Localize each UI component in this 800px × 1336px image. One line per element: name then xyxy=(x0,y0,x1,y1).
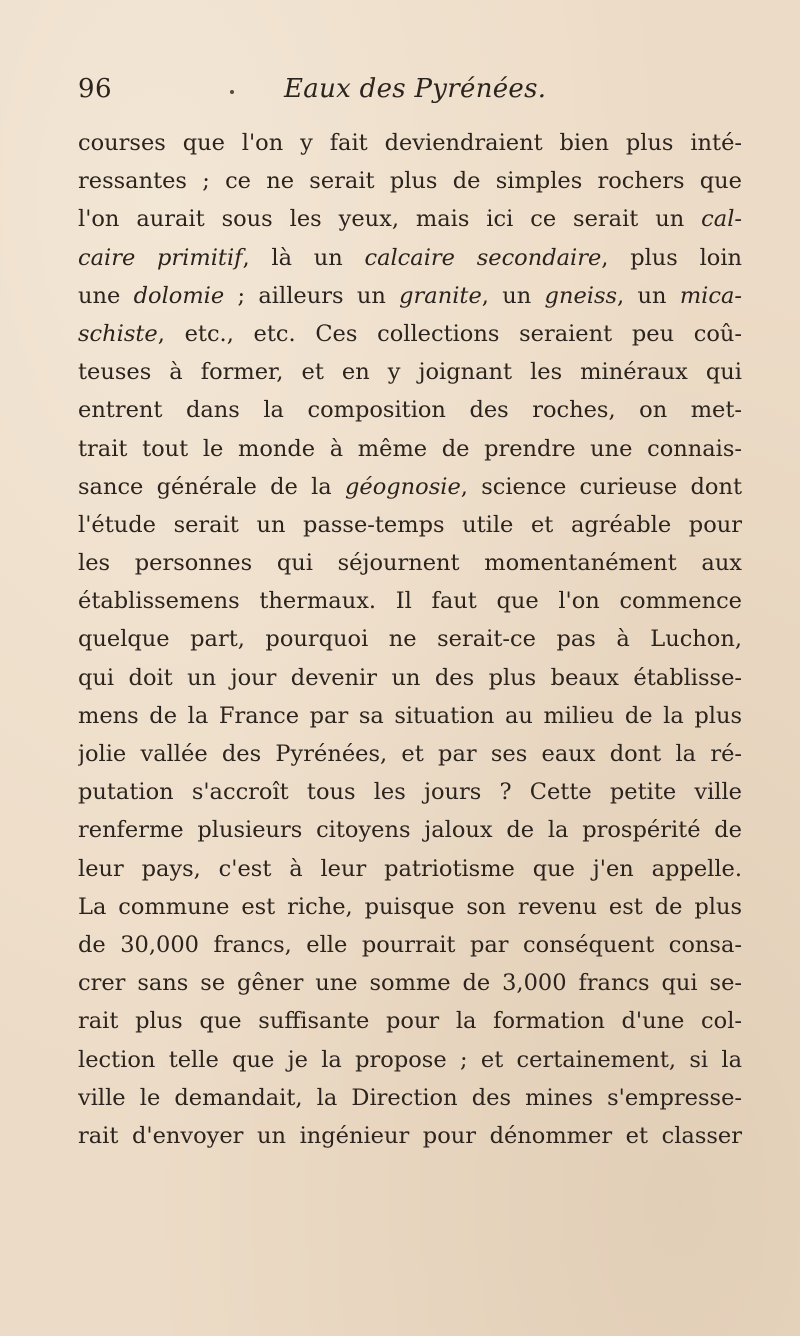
page-number: 96 xyxy=(78,74,113,104)
italic-term: géognosie xyxy=(345,473,461,500)
text-line xyxy=(78,620,742,658)
text-segment: , là un xyxy=(242,244,365,271)
text-segment: courses que l'on y fait deviendraient bien plus inté- xyxy=(78,130,742,156)
text-line xyxy=(78,811,742,849)
italic-term: calcaire secondaire xyxy=(364,244,602,271)
text-line xyxy=(78,1079,742,1117)
text-segment: leur pays, c'est à leur patriotisme que j'en appelle. xyxy=(78,855,742,882)
text-segment: lection telle que je la propose ; et certainement, si la xyxy=(78,1046,742,1073)
text-line xyxy=(78,200,742,238)
text-line xyxy=(78,1002,742,1040)
text-segment: rait plus que suffisante pour la formation d'une col- xyxy=(78,1008,742,1035)
running-title: Eaux des Pyrénées. xyxy=(284,74,547,104)
italic-term: granite xyxy=(399,282,482,309)
text-segment: jolie vallée des Pyrénées, et par ses eaux dont la ré- xyxy=(78,741,742,767)
text-segment: , un xyxy=(617,282,680,309)
text-line xyxy=(78,697,742,735)
text-line xyxy=(78,659,742,697)
text-line xyxy=(78,1041,742,1079)
italic-term: mica- xyxy=(679,282,742,309)
text-segment: ressantes ; ce ne serait plus de simples rochers que xyxy=(78,168,742,195)
text-segment: entrent dans la composition des roches, on met- xyxy=(78,397,742,424)
italic-term: cal- xyxy=(701,206,742,233)
text-line xyxy=(78,315,742,353)
text-segment: crer sans se gêner une somme de 3,000 francs qui se- xyxy=(78,970,742,997)
text-line xyxy=(78,888,742,926)
text-line xyxy=(78,506,742,544)
text-line xyxy=(78,353,742,391)
text-line xyxy=(78,926,742,964)
italic-term: schiste xyxy=(78,320,158,347)
text-line xyxy=(78,735,742,773)
italic-term: caire primitif xyxy=(78,244,243,271)
text-segment: , etc., etc. Ces collections seraient peu coû- xyxy=(157,320,742,347)
text-segment: , un xyxy=(481,282,545,309)
text-segment: de 30,000 francs, elle pourrait par conséquent consa- xyxy=(78,931,742,958)
text-segment: l'étude serait un passe-temps utile et agréable pour xyxy=(78,511,742,538)
text-segment: l'on aurait sous les yeux, mais ici ce serait un xyxy=(78,206,702,233)
text-line xyxy=(78,850,742,888)
text-line xyxy=(78,468,742,506)
text-segment: établissemens thermaux. Il faut que l'on commence xyxy=(78,588,742,615)
italic-term: dolomie xyxy=(133,282,225,309)
text-line xyxy=(78,964,742,1002)
text-segment: ville le demandait, la Direction des mines s'empresse- xyxy=(78,1084,742,1111)
text-segment: qui doit un jour devenir un des plus beaux établisse- xyxy=(78,664,742,691)
text-line xyxy=(78,124,742,162)
text-segment: sance générale de la xyxy=(78,473,345,500)
italic-term: gneiss xyxy=(544,282,618,309)
text-line xyxy=(78,162,742,200)
text-segment: trait tout le monde à même de prendre une connais- xyxy=(78,435,742,462)
text-segment: ; ailleurs un xyxy=(224,282,400,309)
text-line xyxy=(78,773,742,811)
text-line xyxy=(78,239,742,277)
text-segment: , plus loin xyxy=(601,244,742,271)
text-line xyxy=(78,582,742,620)
text-line xyxy=(78,430,742,468)
text-segment: , science curieuse dont xyxy=(460,473,742,500)
text-segment: putation s'accroît tous les jours ? Cette petite ville xyxy=(78,779,742,806)
page-header xyxy=(78,74,743,110)
text-segment: renferme plusieurs citoyens jaloux de la prospérité de xyxy=(78,817,742,844)
text-segment: quelque part, pourquoi ne serait-ce pas à Luchon, xyxy=(78,626,742,653)
text-line xyxy=(78,277,742,315)
header-dot xyxy=(230,90,234,94)
text-segment: une xyxy=(78,282,134,309)
text-segment: La commune est riche, puisque son revenu est de plus xyxy=(78,893,742,920)
text-segment: mens de la France par sa situation au milieu de la plus xyxy=(78,702,742,729)
body-text xyxy=(78,124,742,1155)
text-segment: les personnes qui séjournent momentanément aux xyxy=(78,550,742,577)
text-line xyxy=(78,544,742,582)
text-line xyxy=(78,1117,742,1155)
text-segment: rait d'envoyer un ingénieur pour dénommer et classer xyxy=(78,1122,742,1149)
text-segment: teuses à former, et en y joignant les minéraux qui xyxy=(78,359,742,386)
text-line xyxy=(78,391,742,429)
